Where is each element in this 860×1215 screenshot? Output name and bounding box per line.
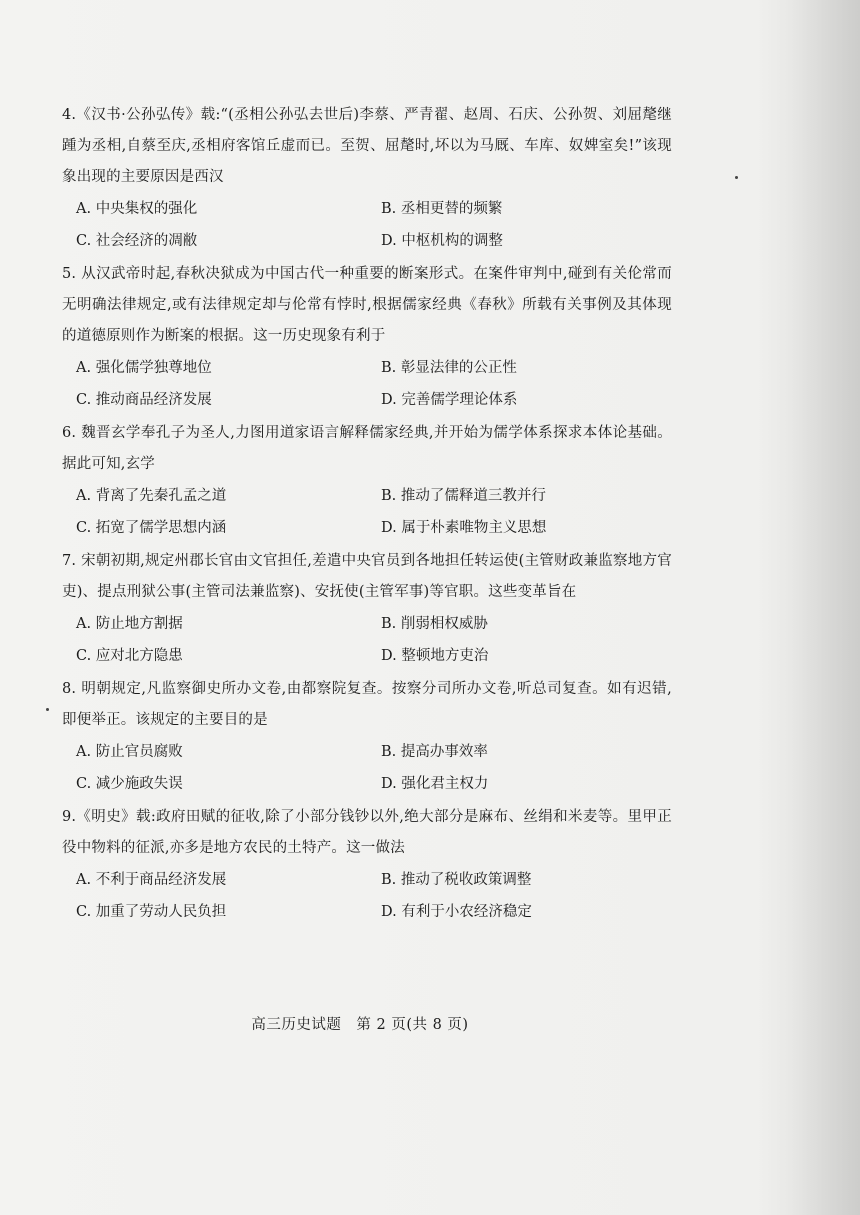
question-9 <box>62 802 672 928</box>
options <box>76 864 672 928</box>
option-a[interactable]: A. 强化儒学独尊地位 <box>76 360 212 376</box>
options <box>76 352 672 416</box>
option-b[interactable]: B. 削弱相权威胁 <box>381 616 488 632</box>
option-a[interactable]: A. 背离了先秦孔孟之道 <box>76 488 227 504</box>
option-d[interactable]: D. 中枢机构的调整 <box>381 233 503 249</box>
question-stem: 7. 宋朝初期,规定州郡长官由文官担任,差遣中央官员到各地担任转运使(主管财政兼监察地方官吏)、提点刑狱公事(主管司法兼监察)、安抚使(主管军事)等官职。这些变革旨在 <box>62 553 672 600</box>
option-b[interactable]: B. 推动了儒释道三教并行 <box>381 488 546 504</box>
options <box>76 480 672 544</box>
option-a[interactable]: A. 防止地方割据 <box>76 616 183 632</box>
option-d[interactable]: D. 有利于小农经济稳定 <box>381 904 532 920</box>
option-c[interactable]: C. 应对北方隐患 <box>76 648 183 664</box>
speck <box>46 708 49 711</box>
question-8 <box>62 674 672 800</box>
option-d[interactable]: D. 属于朴素唯物主义思想 <box>381 520 547 536</box>
option-b[interactable]: B. 彰显法律的公正性 <box>381 360 517 376</box>
option-a[interactable]: A. 不利于商品经济发展 <box>76 872 227 888</box>
question-6 <box>62 418 672 544</box>
option-c[interactable]: C. 拓宽了儒学思想内涵 <box>76 520 227 536</box>
option-b[interactable]: B. 推动了税收政策调整 <box>381 872 532 888</box>
question-stem: 8. 明朝规定,凡监察御史所办文卷,由都察院复查。按察分司所办文卷,听总司复查。如有迟错,即便举正。该规定的主要目的是 <box>62 681 672 728</box>
option-d[interactable]: D. 整顿地方吏治 <box>381 648 489 664</box>
option-a[interactable]: A. 中央集权的强化 <box>76 201 198 217</box>
question-stem: 5. 从汉武帝时起,春秋决狱成为中国古代一种重要的断案形式。在案件审判中,碰到有关伦常而无明确法律规定,或有法律规定却与伦常有悖时,根据儒家经典《春秋》所载有关事例及其体现的道德原则作为断案的根据。这一历史现象有利于 <box>62 266 672 344</box>
scan-shadow <box>790 0 860 1215</box>
question-list <box>62 100 672 930</box>
options <box>76 193 672 257</box>
option-b[interactable]: B. 提高办事效率 <box>381 744 488 760</box>
option-c[interactable]: C. 加重了劳动人民负担 <box>76 904 227 920</box>
option-a[interactable]: A. 防止官员腐败 <box>76 744 183 760</box>
options <box>76 608 672 672</box>
speck <box>735 176 738 179</box>
option-b[interactable]: B. 丞相更替的频繁 <box>381 201 503 217</box>
question-7 <box>62 546 672 672</box>
page-footer: 高三历史试题 第 2 页(共 8 页) <box>251 1017 469 1033</box>
option-c[interactable]: C. 推动商品经济发展 <box>76 392 212 408</box>
option-c[interactable]: C. 减少施政失误 <box>76 776 183 792</box>
question-stem: 9.《明史》载:政府田赋的征收,除了小部分钱钞以外,绝大部分是麻布、丝绢和米麦等。里甲正役中物料的征派,亦多是地方农民的土特产。这一做法 <box>62 809 672 856</box>
question-stem: 4.《汉书·公孙弘传》载:“(丞相公孙弘去世后)李蔡、严青翟、赵周、石庆、公孙贺、刘屈氂继踵为丞相,自蔡至庆,丞相府客馆丘虚而已。至贺、屈氂时,坏以为马厩、车库、奴婢室矣!”该现象出现的主要原因是西汉 <box>62 107 672 185</box>
option-d[interactable]: D. 完善儒学理论体系 <box>381 392 518 408</box>
options <box>76 736 672 800</box>
option-c[interactable]: C. 社会经济的凋敝 <box>76 233 198 249</box>
question-stem: 6. 魏晋玄学奉孔子为圣人,力图用道家语言解释儒家经典,并开始为儒学体系探求本体论基础。据此可知,玄学 <box>62 425 672 472</box>
question-5 <box>62 259 672 416</box>
option-d[interactable]: D. 强化君主权力 <box>381 776 489 792</box>
question-4 <box>62 100 672 257</box>
